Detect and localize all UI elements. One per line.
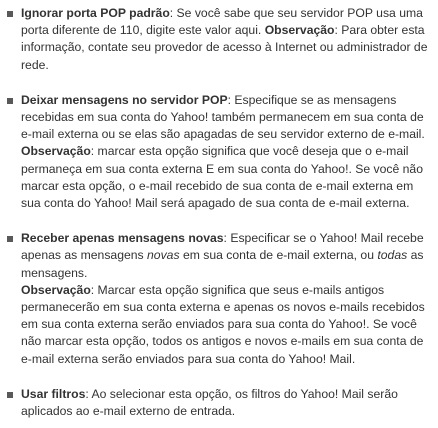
item-text-a: : Especificar se o Yahoo! Mail recebe apenas as mensagens [21, 231, 424, 263]
list-item-use-filters [6, 386, 430, 420]
item-emphasis-new: novas [147, 248, 180, 263]
note-text: : Para obter esta informação, contate seu provedor de acesso à Internet ou administrador de rede. [21, 23, 428, 72]
note-text: : Marcar esta opção significa que seus e-mails antigos permanecerão em sua conta externa e apenas os novos e-mails recebidos em sua conta externa serão enviados para sua conta do Yahoo!. Se você não marcar esta opção, todos os antigos e novos e-mails em sua conta de e-mail externa serão enviados para sua conta do Yahoo! Mail. [21, 282, 425, 366]
item-term: Ignorar porta POP padrão [21, 6, 170, 20]
note-text: : marcar esta opção significa que você deseja que o e-mail permaneça em sua conta externa E em sua conta do Yahoo!. Se você não marcar esta opção, o e-mail recebido de sua conta de e-mail externa em sua conta do Yahoo! Mail será apagado de sua conta de e-mail externa. [21, 144, 423, 211]
square-bullet-icon [7, 236, 13, 242]
note-label: Observação [264, 23, 335, 38]
item-text: : Se você sabe que seu servidor POP usa uma porta diferente de 110, digite este valor aqui. [21, 6, 423, 38]
item-text: : Ao selecionar esta opção, os filtros do Yahoo! Mail serão aplicados ao e-mail externo de entrada. [21, 386, 398, 419]
square-bullet-icon [7, 11, 13, 17]
list-item-leave-messages [6, 92, 430, 212]
item-text: : Especifique se as mensagens recebidas em sua conta do Yahoo! também permanecem em sua conta de e-mail externa ou se elas são apagadas de seu servidor externo de e-mail. [21, 92, 425, 142]
list-item-ignore-pop-port [6, 5, 430, 74]
item-term: Receber apenas mensagens novas [21, 231, 224, 246]
square-bullet-icon [7, 98, 13, 104]
note-label: Observação [21, 144, 91, 159]
item-text-c: as mensagens. [21, 248, 424, 280]
item-term: Usar filtros [21, 386, 86, 401]
item-text-b: em sua conta de e-mail externa, ou [179, 248, 378, 263]
square-bullet-icon [7, 392, 13, 398]
item-term: Deixar mensagens no servidor POP [21, 92, 228, 107]
note-label: Observação [21, 282, 91, 297]
item-emphasis-all: todas [377, 248, 408, 263]
list-item-new-messages-only [6, 230, 430, 368]
